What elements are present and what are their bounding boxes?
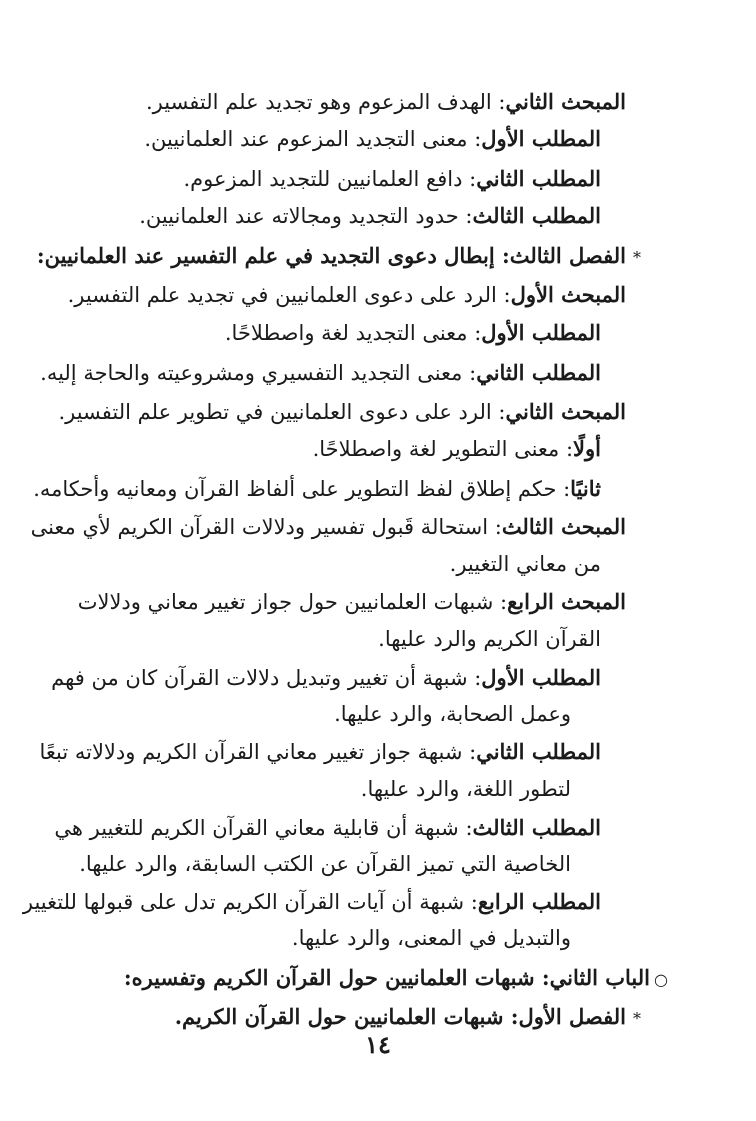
toc-text: : الرد على دعوى العلمانيين في تجديد علم التفسير. [67, 283, 511, 307]
toc-text: : الهدف المزعوم وهو تجديد علم التفسير. [145, 90, 506, 114]
circle-bullet-icon: ○ [654, 970, 668, 989]
asterisk-icon: * [633, 248, 641, 267]
toc-line-continuation [60, 920, 571, 956]
toc-line [60, 431, 601, 467]
toc-text: : حدود التجديد ومجالاته عند العلمانيين. [139, 204, 473, 228]
toc-text: : شبهة أن تغيير وتبديل دلالات القرآن كان من فهم [51, 666, 482, 690]
toc-label: المطلب الثاني [476, 360, 601, 385]
toc-label: المبحث الأول [510, 282, 626, 307]
toc-line [22, 884, 601, 920]
toc-line-continuation [60, 696, 571, 732]
toc-label: المطلب الأول [481, 665, 601, 690]
toc-text: : شبهة أن آيات القرآن الكريم تدل على قبولها للتغيير [22, 890, 478, 914]
toc-label: المطلب الرابع [477, 889, 601, 914]
toc-line [60, 394, 626, 430]
toc-label: المطلب الثالث [472, 815, 601, 840]
toc-text: من معاني التغيير. [449, 552, 601, 576]
toc-text: الخاصية التي تميز القرآن عن الكتب السابقة، والرد عليها. [79, 852, 571, 876]
toc-label: المبحث الثاني [505, 89, 626, 114]
toc-text: والتبديل في المعنى، والرد عليها. [291, 926, 571, 950]
toc-text: : معنى التجديد لغة واصطلاحًا. [224, 321, 482, 345]
toc-line [60, 960, 672, 998]
toc-line [60, 584, 626, 620]
toc-label: المطلب الثاني [476, 739, 601, 764]
toc-line [36, 238, 648, 276]
toc-line [51, 660, 601, 696]
toc-line [60, 121, 601, 157]
toc-line [33, 471, 601, 507]
toc-label: ثانيًا [570, 476, 601, 501]
toc-label: المطلب الثاني [476, 166, 601, 191]
toc-text: : شبهة أن قابلية معاني القرآن الكريم للتغيير هي [54, 816, 473, 840]
toc-text: : معنى التجديد المزعوم عند العلمانيين. [144, 127, 482, 151]
toc-label: الفصل الثالث: إبطال دعوى التجديد في علم التفسير عند العلمانيين: [36, 243, 626, 268]
toc-line [60, 315, 601, 351]
toc-label: المطلب الثالث [472, 203, 601, 228]
toc-line [54, 810, 601, 846]
toc-label: المبحث الثالث [501, 514, 626, 539]
toc-line [40, 355, 601, 391]
toc-text: لتطور اللغة، والرد عليها. [360, 777, 571, 801]
toc-text: : معنى التجديد التفسيري ومشروعيته والحاجة إليه. [40, 361, 477, 385]
toc-line [60, 84, 626, 120]
page-number: ١٤ [365, 1030, 391, 1059]
toc-line [60, 161, 601, 197]
toc-label: الفصل الأول: شبهات العلمانيين حول القرآن الكريم. [174, 1004, 626, 1029]
toc-text: : شبهات العلمانيين حول جواز تغيير معاني ودلالات [77, 590, 508, 614]
toc-text: القرآن الكريم والرد عليها. [378, 627, 601, 651]
toc-text: : شبهة جواز تغيير معاني القرآن الكريم ودلالاته تبعًا [39, 740, 477, 764]
toc-line-continuation [60, 846, 571, 882]
toc-text: : حكم إطلاق لفظ التطوير على ألفاظ القرآن ومعانيه وأحكامه. [33, 477, 571, 501]
toc-text: : استحالة قَبول تفسير ودلالات القرآن الكريم لأي معنى [30, 515, 502, 539]
toc-text: وعمل الصحابة، والرد عليها. [334, 702, 571, 726]
toc-label: المبحث الثاني [505, 399, 626, 424]
toc-line [30, 509, 626, 545]
toc-label: الباب الثاني: شبهات العلمانيين حول القرآن الكريم وتفسيره: [123, 965, 650, 990]
toc-label: المطلب الأول [481, 126, 601, 151]
toc-line [39, 734, 601, 770]
toc-label: أولًا [573, 436, 601, 461]
toc-text: : الرد على دعوى العلمانيين في تطوير علم التفسير. [58, 400, 506, 424]
asterisk-icon: * [633, 1009, 641, 1028]
toc-line-continuation [60, 771, 571, 807]
toc-line-continuation [60, 546, 601, 582]
toc-text: : دافع العلمانيين للتجديد المزعوم. [183, 167, 477, 191]
toc-label: المبحث الرابع [507, 589, 626, 614]
toc-label: المطلب الأول [481, 320, 601, 345]
toc-line-continuation [60, 621, 601, 657]
toc-line [60, 198, 601, 234]
toc-line [60, 277, 626, 313]
toc-text: : معنى التطوير لغة واصطلاحًا. [312, 437, 574, 461]
